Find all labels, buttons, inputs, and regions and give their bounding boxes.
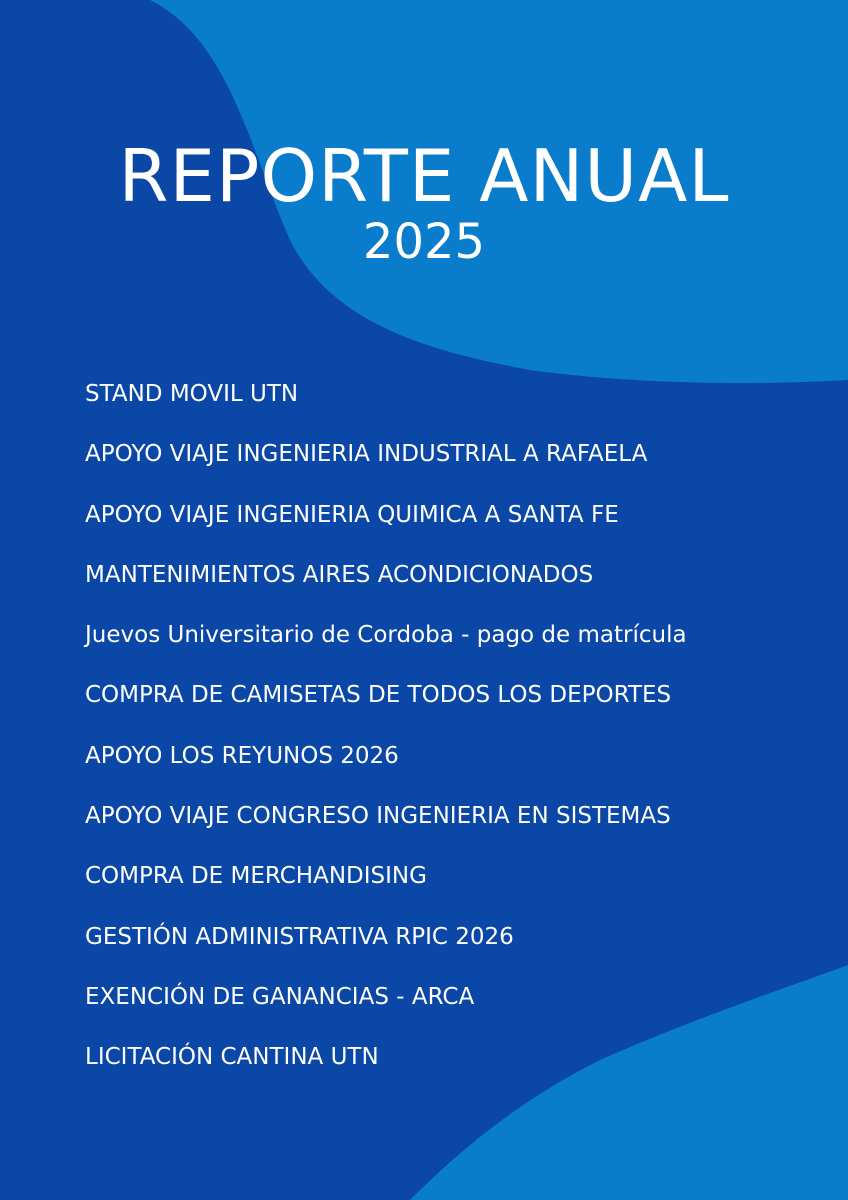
list-item: COMPRA DE CAMISETAS DE TODOS LOS DEPORTES [85, 682, 672, 709]
list-item: APOYO VIAJE INGENIERIA INDUSTRIAL A RAFAELA [85, 441, 648, 468]
activities-list [85, 374, 687, 1098]
list-item: MANTENIMIENTOS AIRES ACONDICIONADOS [85, 561, 594, 588]
list-item: STAND MOVIL UTN [85, 381, 299, 407]
list-item: EXENCIÓN DE GANANCIAS - ARCA [85, 983, 475, 1010]
list-item: LICITACIÓN CANTINA UTN [85, 1044, 379, 1071]
list-item: COMPRA DE MERCHANDISING [85, 863, 427, 890]
report-year: 2025 [362, 214, 486, 270]
list-item: APOYO LOS REYUNOS 2026 [85, 742, 399, 769]
list-item: Juevos Universitario de Cordoba - pago de matrícula [85, 622, 687, 649]
list-item: APOYO VIAJE CONGRESO INGENIERIA EN SISTEMAS [85, 803, 671, 830]
list-item: APOYO VIAJE INGENIERIA QUIMICA A SANTA FE [85, 501, 619, 528]
list-item: GESTIÓN ADMINISTRATIVA RPIC 2026 [85, 923, 514, 950]
report-title: REPORTE ANUAL [118, 134, 730, 218]
